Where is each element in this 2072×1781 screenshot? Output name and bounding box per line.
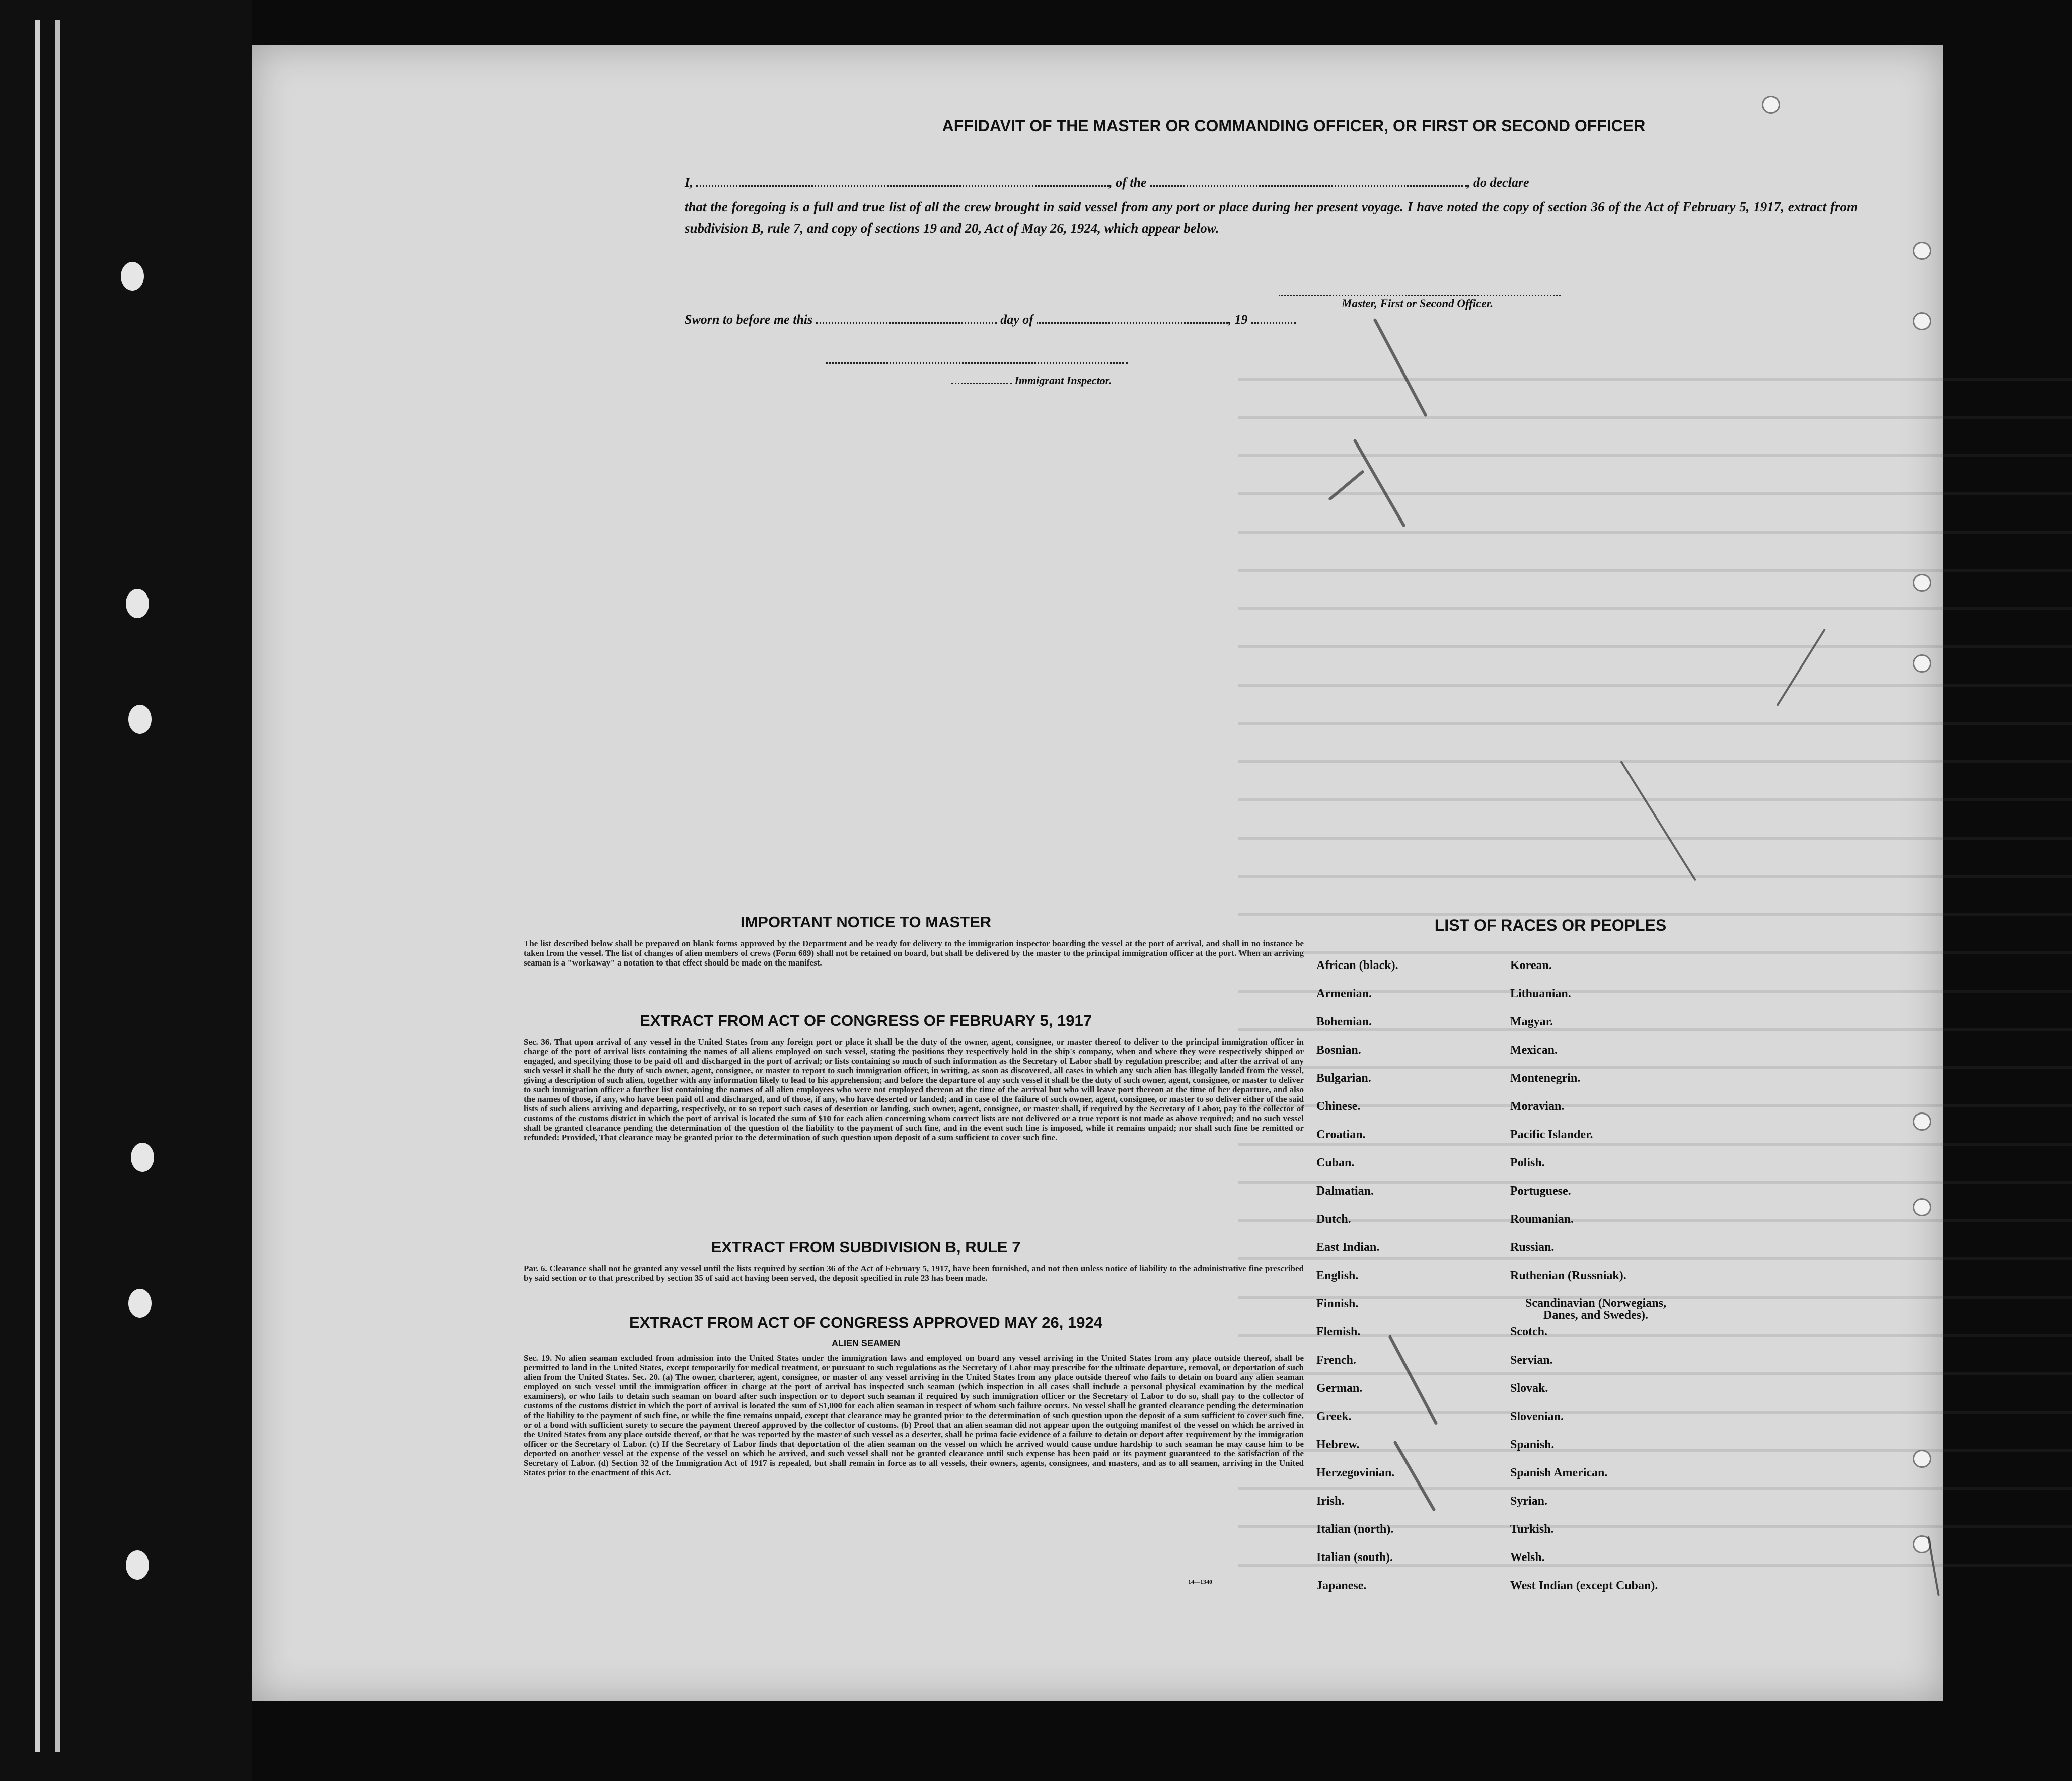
binder-edge-inner — [55, 20, 60, 1752]
extract-rule7-title: EXTRACT FROM SUBDIVISION B, RULE 7 — [711, 1238, 1021, 1256]
punch-hole — [1762, 96, 1780, 114]
race-item: Cuban. — [1316, 1156, 1355, 1169]
day-of-label: day of — [1000, 312, 1033, 327]
race-item: Italian (south). — [1316, 1551, 1393, 1564]
binder-hole — [126, 589, 149, 618]
race-item: Scandinavian (Norwegians, Danes, and Swedes). — [1525, 1297, 1667, 1322]
affidavit-title: AFFIDAVIT OF THE MASTER OR COMMANDING OFFICER, OR FIRST OR SECOND OFFICER — [942, 117, 1646, 135]
race-item: Syrian. — [1510, 1495, 1548, 1508]
races-title: LIST OF RACES OR PEOPLES — [1434, 916, 1667, 934]
race-item: Slovak. — [1510, 1382, 1548, 1395]
race-item: Magyar. — [1510, 1015, 1553, 1028]
extract-1917-body: Sec. 36. That upon arrival of any vessel in the United States from any foreign port or place it shall be the duty of the owner, agent, consignee, or master thereof to deliver to the principal immigration officer in charge of the port of arrival lists containing the names of all aliens employed on such vessel, stating the positions they respectively hold in the ship's company, when and where they were respectively shipped or engaged, and specifying those to be paid off and discharged in the port of arrival; or lists containing so much of such information as the Secretary of Labor shall by regulation prescribe; and after the arrival of any such vessel it shall be the duty of such owner, agent, consignee, or master to report to such immigration officer, in writing, as soon as discovered, all cases in which any such alien has illegally landed from the vessel, giving a description of such alien, together with any information likely to lead to his apprehension; and before the departure of any such vessel it shall be the duty of such owner, agent, consignee, or master to deliver to such immigration officer a further list containing the names of all alien employees who were not employed thereon at the time of the arrival but who will leave port thereon at the time of her departure, and also the names of those, if any, who have been paid off and discharged, and of those, if any, who have deserted or landed; and in case of the failure of such owner, agent, consignee, or master to so deliver either of the said lists of such aliens arriving and departing, respectively, or to so report such cases of desertion or landing, such owner, agent, consignee, or master shall, if required by the Secretary of Labor, pay to the collector of customs of the customs district in which the port of arrival is located the sum of $10 for each alien concerning whom correct lists are not delivered or a true report is not made as above required; and no such vessel shall be granted clearance pending the determination of the question of the liability to the payment of such fine, and in the event such fine is imposed, while it remains unpaid; nor shall such fine be remitted or refunded: Provided, That clearance may be granted prior to the determination of such question upon deposit of a sum sufficient to cover such fine. — [524, 1037, 1304, 1142]
race-item: Hebrew. — [1316, 1438, 1360, 1451]
sworn-line — [685, 312, 1296, 327]
race-item: French. — [1316, 1354, 1356, 1367]
inspector-caption-row — [951, 373, 1112, 387]
race-item: Moravian. — [1510, 1100, 1565, 1113]
race-item: Korean. — [1510, 959, 1552, 972]
race-item: Servian. — [1510, 1354, 1553, 1367]
binder-hole — [128, 705, 152, 734]
notice-title: IMPORTANT NOTICE TO MASTER — [740, 913, 992, 931]
race-item: Spanish American. — [1510, 1466, 1608, 1479]
inspector-signature-line[interactable] — [826, 352, 1128, 364]
punch-hole — [1913, 1112, 1931, 1131]
extract-rule7-body: Par. 6. Clearance shall not be granted any vessel until the lists required by section 36 of the Act of February 5, 1917, have been furnished, and not then unless notice of liability to the administrative fine prescribed by said section or to that prescribed by section 35 of said act having been served, the deposit specified in rule 23 has been made. — [524, 1264, 1304, 1283]
race-item: Greek. — [1316, 1410, 1352, 1423]
race-item: English. — [1316, 1269, 1359, 1282]
inspector-caption: Immigrant Inspector. — [1014, 374, 1112, 387]
affidavit-paragraph: that the foregoing is a full and true list of all the crew brought in said vessel from any port or place during her present voyage. I have noted the copy of section 36 of the Act of February 5, 1917, extract from subdivision B, rule 7, and copy of sections 19 and 20, Act of May 26, 1924, which appear below. — [685, 199, 1858, 236]
master-signature-line[interactable] — [1279, 285, 1561, 296]
master-name-blank[interactable] — [696, 175, 1109, 187]
extract-1924-title: EXTRACT FROM ACT OF CONGRESS APPROVED MAY 26, 1924 — [629, 1314, 1102, 1331]
race-item: Armenian. — [1316, 987, 1372, 1000]
race-item: Dutch. — [1316, 1213, 1351, 1226]
race-item: Bohemian. — [1316, 1015, 1372, 1028]
race-item: African (black). — [1316, 959, 1398, 972]
race-item: Lithuanian. — [1510, 987, 1571, 1000]
race-item: Turkish. — [1510, 1523, 1554, 1536]
race-item: Bulgarian. — [1316, 1072, 1371, 1085]
race-item: Croatian. — [1316, 1128, 1366, 1141]
race-item: Italian (north). — [1316, 1523, 1394, 1536]
affidavit-line-1 — [685, 175, 1529, 190]
punch-hole — [1913, 312, 1931, 330]
punch-hole — [1913, 242, 1931, 260]
race-item: Herzegovinian. — [1316, 1466, 1395, 1479]
vessel-name-blank[interactable] — [1150, 175, 1467, 187]
race-item: Flemish. — [1316, 1325, 1361, 1339]
race-item: Mexican. — [1510, 1044, 1558, 1057]
extract-1917-title: EXTRACT FROM ACT OF CONGRESS OF FEBRUARY 5, 1917 — [640, 1012, 1092, 1029]
race-item: Dalmatian. — [1316, 1184, 1374, 1198]
manifest-page — [252, 45, 1943, 1701]
affidavit-i-label: I, — [685, 175, 693, 190]
sworn-label: Sworn to before me this — [685, 312, 813, 327]
race-item: Roumanian. — [1510, 1213, 1574, 1226]
affidavit-of-the-label: , of the — [1109, 175, 1147, 190]
race-item: Slovenian. — [1510, 1410, 1564, 1423]
notice-body: The list described below shall be prepared on blank forms approved by the Department and be ready for delivery to the immigration inspector boarding the vessel at the port of arrival, and shall in no instance be taken from the vessel. The list of changes of alien members of crews (Form 689) shall not be retained on board, but shall be delivered by the master to the principal immigration officer at the port. When an arriving seaman is a "workaway" a notation to that effect should be made on the manifest. — [524, 939, 1304, 968]
punch-hole — [1913, 1198, 1931, 1216]
race-item: Chinese. — [1316, 1100, 1361, 1113]
race-item: German. — [1316, 1382, 1363, 1395]
race-item: Bosnian. — [1316, 1044, 1361, 1057]
binder-strip — [0, 0, 252, 1781]
race-item: Japanese. — [1316, 1579, 1367, 1592]
binder-edge-left — [35, 20, 40, 1752]
binder-hole — [121, 262, 144, 291]
binder-hole — [126, 1550, 149, 1580]
race-item: Russian. — [1510, 1241, 1555, 1254]
race-item: Montenegrin. — [1510, 1072, 1581, 1085]
race-item: West Indian (except Cuban). — [1510, 1579, 1658, 1592]
sworn-year-blank[interactable] — [1251, 312, 1296, 324]
race-item: Finnish. — [1316, 1297, 1359, 1310]
race-item: Spanish. — [1510, 1438, 1555, 1451]
punch-hole — [1913, 654, 1931, 673]
form-number: 14—1340 — [1188, 1578, 1212, 1585]
punch-hole — [1913, 1450, 1931, 1468]
race-item: Scotch. — [1510, 1325, 1547, 1339]
year-prefix-label: , 19 — [1228, 312, 1248, 327]
race-item: Polish. — [1510, 1156, 1545, 1169]
extract-1924-body: Sec. 19. No alien seaman excluded from admission into the United States under the immigration laws and employed on board any vessel arriving in the United States from any place outside thereof, shall be permitted to land in the United States, except temporarily for medical treatment, or pursuant to such regulations as the Secretary of Labor may prescribe for the ultimate departure, removal, or deportation of such alien from the United States. Sec. 20. (a) The owner, charterer, agent, consignee, or master of any vessel arriving in the United States from any place outside thereof who fails to detain on board any alien seaman employed on such vessel until the immigration officer in charge at the port of arrival has inspected such seaman (which inspection in all cases shall include a personal physical examination by the medical examiners), or who fails to detain such seaman on board after such inspection or to deport such seaman if required by such immigration officer or the Secretary of Labor to do so, shall pay to the collector of customs of the customs district in which the port of arrival is located the sum of $1,000 for each alien seaman in respect of whom such failure occurs. No vessel shall be granted clearance pending the determination of the liability to the payment of such fine, or while the fine remains unpaid, except that clearance may be granted prior to the determination of such question upon the deposit of a sum sufficient to cover such fine, or of a bond with sufficient surety to secure the payment thereof approved by the collector of customs. (b) Proof that an alien seaman did not appear upon the outgoing manifest of the vessel on which he arrived in the United States from any place outside thereof, or that he was reported by the master of such vessel as a deserter, shall be prima facie evidence of a failure to detain or deport after requirement by the immigration officer or the Secretary of Labor. (c) If the Secretary of Labor finds that deportation of the alien seaman on the vessel on which he arrived would cause undue hardship to such seaman he may cause him to be deported on another vessel at the expense of the vessel on which he arrived, and such vessel shall not be granted clearance until such expense has been paid or its payment guaranteed to the satisfaction of the Secretary of Labor. (d) Section 32 of the Immigration Act of 1917 is repealed, but shall remain in force as to all vessels, their owners, agents, consignees, and masters, and as to all seamen, arriving in the United States prior to the enactment of this Act. — [524, 1353, 1304, 1477]
binder-hole — [128, 1289, 152, 1318]
race-item: East Indian. — [1316, 1241, 1380, 1254]
race-item: Ruthenian (Russniak). — [1510, 1269, 1626, 1282]
extract-1924-subtitle: ALIEN SEAMEN — [831, 1338, 900, 1348]
inspector-dots — [951, 373, 1012, 384]
sworn-month-blank[interactable] — [1037, 312, 1228, 324]
race-item: Welsh. — [1510, 1551, 1545, 1564]
race-item: Pacific Islander. — [1510, 1128, 1593, 1141]
race-item: Portuguese. — [1510, 1184, 1571, 1198]
master-caption: Master, First or Second Officer. — [1342, 297, 1494, 310]
binder-hole — [131, 1143, 154, 1172]
affidavit-declare-label: , do declare — [1467, 175, 1529, 190]
sworn-day-blank[interactable] — [816, 312, 997, 324]
punch-hole — [1913, 574, 1931, 592]
race-item: Irish. — [1316, 1495, 1345, 1508]
